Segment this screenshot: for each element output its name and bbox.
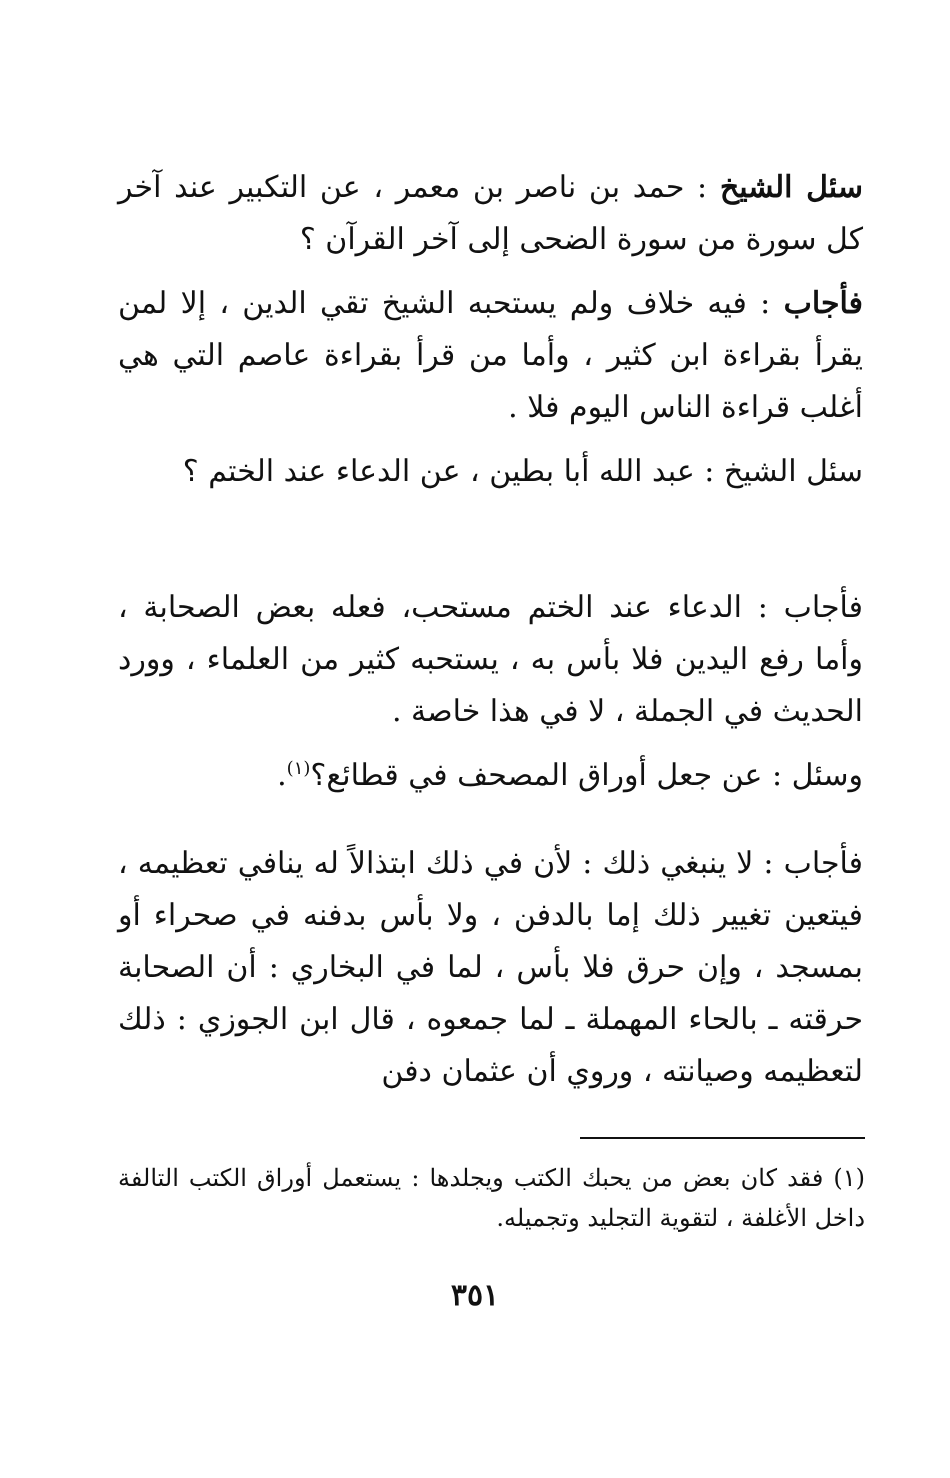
question-tail: . [277, 758, 287, 793]
question-mushaf [118, 750, 863, 802]
question-lead: سئل الشيخ [719, 170, 863, 205]
answer-takbeer [118, 278, 863, 434]
page-number: ٣٥١ [450, 1278, 500, 1313]
answer-lead: فأجاب [783, 286, 863, 321]
answer-text: فأجاب : لا ينبغي ذلك : لأن في ذلك ابتذالاً له ينافي تعظيمه ، فيتعين تغيير ذلك إما بالدفن ، ولا بأس بدفنه في صحراء أو بمسجد ، وإن حرق فلا بأس ، لما في البخاري : أن الصحابة حرقته ـ بالحاء المهملة ـ لما جمعوه ، قال ابن الجوزي : ذلك لتعظيمه وصيانته ، وروي أن عثمان دفن [118, 846, 863, 1089]
question-text: سئل الشيخ : عبد الله أبا بطين ، عن الدعاء عند الختم ؟ [182, 454, 863, 489]
question-dua [118, 446, 863, 498]
answer-dua [118, 582, 863, 738]
footnote-reference: (١) [286, 758, 311, 779]
question-text: وسئل : عن جعل أوراق المصحف في قطائع؟ [310, 758, 863, 793]
answer-text: فأجاب : الدعاء عند الختم مستحب، فعله بعض الصحابة ، وأما رفع اليدين فلا بأس به ، يستحبه كثير من العلماء ، وورد الحديث في الجملة ، لا في هذا خاصة . [118, 590, 863, 729]
answer-text: : فيه خلاف ولم يستحبه الشيخ تقي الدين ، إلا لمن يقرأ بقراءة ابن كثير ، وأما من قرأ بقراءة عاصم التي هي أغلب قراءة الناس اليوم فلا . [118, 286, 863, 425]
question-takbeer [118, 162, 863, 266]
footnote: (١) فقد كان بعض من يحبك الكتب ويجلدها : يستعمل أوراق الكتب التالفة داخل الأغلفة ، لتقوية التجليد وتجميله. [118, 1164, 865, 1232]
answer-mushaf [118, 838, 863, 1098]
question-text: : حمد بن ناصر بن معمر ، عن التكبير عند آخر كل سورة من سورة الضحى إلى آخر القرآن ؟ [118, 170, 863, 257]
footnote-divider [580, 1137, 865, 1139]
